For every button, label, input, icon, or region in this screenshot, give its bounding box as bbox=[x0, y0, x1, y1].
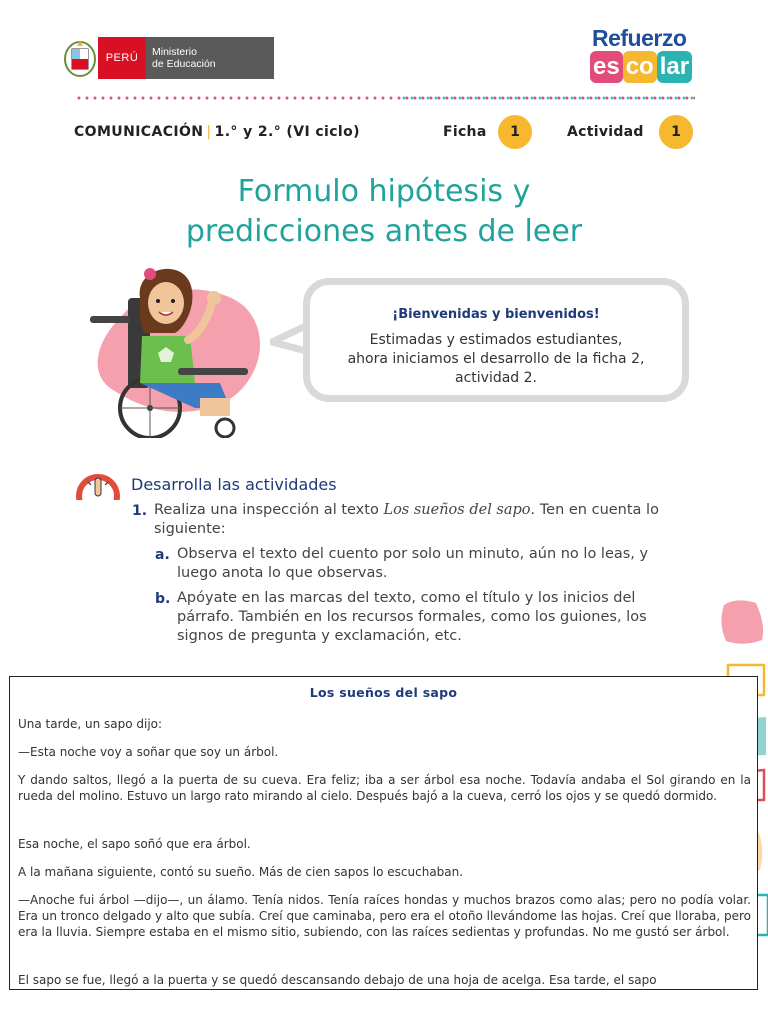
ficha-badge: 1 bbox=[498, 115, 532, 149]
item-b-label: b. bbox=[155, 591, 171, 607]
item-1-number: 1. bbox=[132, 503, 148, 519]
hand-pointer-icon bbox=[74, 470, 122, 500]
ministry-label: Ministerio de Educación bbox=[146, 37, 274, 79]
brand-bottom: es co lar bbox=[590, 51, 692, 83]
minedu-logo bbox=[62, 37, 274, 79]
item-b-text: Apóyate en las marcas del texto, como el título y los inicios del párrafo. También en los recursos formales, como los guiones, los signos de pregunta y exclamación, etc. bbox=[177, 590, 647, 644]
story-paragraph: A la mañana siguiente, contó su sueño. Más de cien sapos lo escuchaban. bbox=[18, 865, 464, 879]
student-wheelchair-illustration bbox=[80, 258, 290, 438]
refuerzo-escolar-logo bbox=[590, 25, 700, 95]
activities-heading: Desarrolla las actividades bbox=[131, 475, 337, 494]
story-paragraph: —Esta noche voy a soñar que soy un árbol. bbox=[18, 745, 279, 759]
actividad-label: Actividad bbox=[567, 124, 644, 140]
dotted-divider-teal bbox=[400, 96, 695, 100]
bubble-text: Estimadas y estimados estudiantes, ahora iniciamos el desarrollo de la ficha 2, actividad 2. bbox=[347, 332, 645, 386]
story-box bbox=[9, 676, 758, 990]
subject-line: COMUNICACIÓN | 1.° y 2.° (VI ciclo) bbox=[74, 124, 360, 140]
peru-label: PERÚ bbox=[98, 37, 146, 79]
ficha-label: Ficha bbox=[443, 124, 487, 140]
brand-top: Refuerzo bbox=[592, 25, 687, 51]
story-title: Los sueños del sapo bbox=[309, 685, 458, 700]
story-paragraph: —Anoche fui árbol —dijo—, un álamo. Tenía nidos. Tenía raíces hondas y muchos brazos como alas; pero no podía volar. Era un tronco delgado y alto que subía. Creí que caminaba, pero era el otoño llevándome las hojas. Creí que lloraba, pero era la lluvia. Siempre estaba en el mismo sitio, subiendo, con las raíces sedientas y profundas. No me gustó ser árbol. bbox=[18, 893, 751, 939]
story-paragraph: Y dando saltos, llegó a la puerta de su cueva. Era feliz; iba a ser árbol esa noche. Todavía andaba el Sol girando en la rueda del molino. Estuvo un largo rato mirando al cielo. Después bajó a la cueva, cerró los ojos y se quedó dormido. bbox=[18, 773, 751, 803]
story-paragraph: Esa noche, el sapo soñó que era árbol. bbox=[18, 837, 251, 851]
actividad-badge: 1 bbox=[659, 115, 693, 149]
item-a-label: a. bbox=[155, 547, 170, 563]
welcome-bubble bbox=[303, 278, 689, 402]
story-paragraph: Una tarde, un sapo dijo: bbox=[18, 717, 163, 731]
page-title: Formulo hipótesis y predicciones antes de leer bbox=[185, 174, 583, 249]
story-paragraph: El sapo se fue, llegó a la puerta y se quedó descansando debajo de una hoja de acelga. Esa tarde, el sapo bbox=[18, 973, 657, 987]
item-a-text: Observa el texto del cuento por solo un minuto, aún no lo leas, y luego anota lo que observas. bbox=[177, 546, 649, 581]
bubble-heading: ¡Bienvenidas y bienvenidos! bbox=[392, 307, 600, 322]
item-1-text: Realiza una inspección al texto Los sueños del sapo. Ten en cuenta lo siguiente: bbox=[154, 502, 659, 537]
peru-shield-icon bbox=[62, 37, 98, 79]
